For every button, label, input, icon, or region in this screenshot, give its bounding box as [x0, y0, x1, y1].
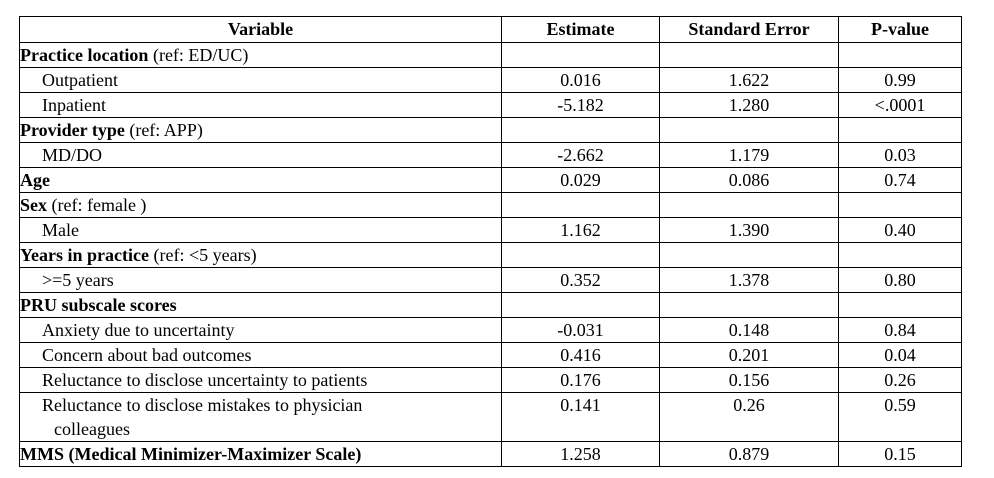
std-error-cell [660, 43, 839, 68]
estimate-cell: 0.176 [502, 368, 660, 393]
row-label-ref: (ref: ED/UC) [148, 45, 249, 65]
estimate-cell [502, 293, 660, 318]
table-row [20, 193, 962, 218]
p-value-cell [839, 293, 962, 318]
table-row [20, 268, 962, 293]
table-row [20, 318, 962, 343]
std-error-cell [660, 243, 839, 268]
p-value-cell: 0.74 [839, 168, 962, 193]
std-error-cell: 0.156 [660, 368, 839, 393]
row-label: >=5 years [20, 268, 502, 293]
std-error-cell: 0.879 [660, 442, 839, 467]
table-row [20, 442, 962, 467]
row-label [20, 243, 502, 268]
std-error-cell: 1.280 [660, 93, 839, 118]
p-value-cell: 0.59 [839, 393, 962, 442]
estimate-cell: 0.141 [502, 393, 660, 442]
row-label [20, 118, 502, 143]
p-value-cell: 0.26 [839, 368, 962, 393]
std-error-cell: 0.26 [660, 393, 839, 442]
estimate-cell [502, 118, 660, 143]
row-label-ref: (ref: female ) [47, 195, 147, 215]
estimate-cell [502, 43, 660, 68]
estimate-cell: 0.016 [502, 68, 660, 93]
std-error-cell: 1.179 [660, 143, 839, 168]
row-label-bold: MMS (Medical Minimizer-Maximizer Scale) [20, 444, 362, 464]
p-value-cell: 0.03 [839, 143, 962, 168]
table-row [20, 68, 962, 93]
row-label-line1: Reluctance to disclose mistakes to physician [42, 395, 363, 415]
row-label-bold: PRU subscale scores [20, 295, 177, 315]
row-label [20, 168, 502, 193]
row-label: Inpatient [20, 93, 502, 118]
std-error-cell: 0.086 [660, 168, 839, 193]
row-label: Outpatient [20, 68, 502, 93]
p-value-cell [839, 118, 962, 143]
table-row [20, 368, 962, 393]
p-value-cell: 0.99 [839, 68, 962, 93]
table-row [20, 293, 962, 318]
std-error-cell [660, 193, 839, 218]
table-row [20, 143, 962, 168]
row-label [20, 293, 502, 318]
std-error-cell: 1.378 [660, 268, 839, 293]
row-label [20, 393, 502, 442]
table-row [20, 218, 962, 243]
table-row [20, 168, 962, 193]
std-error-cell: 0.201 [660, 343, 839, 368]
table-row [20, 118, 962, 143]
row-label-bold: Age [20, 170, 50, 190]
table-row [20, 343, 962, 368]
row-label: Concern about bad outcomes [20, 343, 502, 368]
std-error-cell [660, 293, 839, 318]
p-value-cell [839, 243, 962, 268]
header-p-value: P-value [839, 17, 962, 43]
estimate-cell: -0.031 [502, 318, 660, 343]
row-label-bold: Provider type [20, 120, 125, 140]
p-value-cell: 0.84 [839, 318, 962, 343]
row-label [20, 442, 502, 467]
estimate-cell: 1.258 [502, 442, 660, 467]
estimate-cell: 0.029 [502, 168, 660, 193]
regression-results-table [19, 16, 962, 467]
p-value-cell: 0.15 [839, 442, 962, 467]
estimate-cell: 0.416 [502, 343, 660, 368]
p-value-cell [839, 43, 962, 68]
std-error-cell: 0.148 [660, 318, 839, 343]
std-error-cell: 1.390 [660, 218, 839, 243]
row-label: Anxiety due to uncertainty [20, 318, 502, 343]
p-value-cell [839, 193, 962, 218]
row-label [20, 43, 502, 68]
estimate-cell: -5.182 [502, 93, 660, 118]
row-label-ref: (ref: <5 years) [148, 245, 257, 265]
row-label-bold: Practice location [20, 45, 149, 65]
row-label-line2: colleagues [54, 419, 130, 439]
header-standard-error: Standard Error [660, 17, 839, 43]
row-label-bold: Sex [20, 195, 47, 215]
p-value-cell: <.0001 [839, 93, 962, 118]
row-label-ref: (ref: APP) [124, 120, 203, 140]
row-label: Reluctance to disclose uncertainty to patients [20, 368, 502, 393]
header-variable: Variable [20, 17, 502, 43]
row-label: Male [20, 218, 502, 243]
estimate-cell [502, 193, 660, 218]
estimate-cell: 1.162 [502, 218, 660, 243]
estimate-cell: -2.662 [502, 143, 660, 168]
table-row [20, 43, 962, 68]
estimate-cell: 0.352 [502, 268, 660, 293]
table-row [20, 243, 962, 268]
table-header-row [20, 17, 962, 43]
estimate-cell [502, 243, 660, 268]
p-value-cell: 0.80 [839, 268, 962, 293]
header-estimate: Estimate [502, 17, 660, 43]
row-label-bold: Years in practice [20, 245, 149, 265]
std-error-cell [660, 118, 839, 143]
p-value-cell: 0.04 [839, 343, 962, 368]
table-row [20, 93, 962, 118]
table-row [20, 393, 962, 442]
std-error-cell: 1.622 [660, 68, 839, 93]
row-label [20, 193, 502, 218]
row-label: MD/DO [20, 143, 502, 168]
p-value-cell: 0.40 [839, 218, 962, 243]
